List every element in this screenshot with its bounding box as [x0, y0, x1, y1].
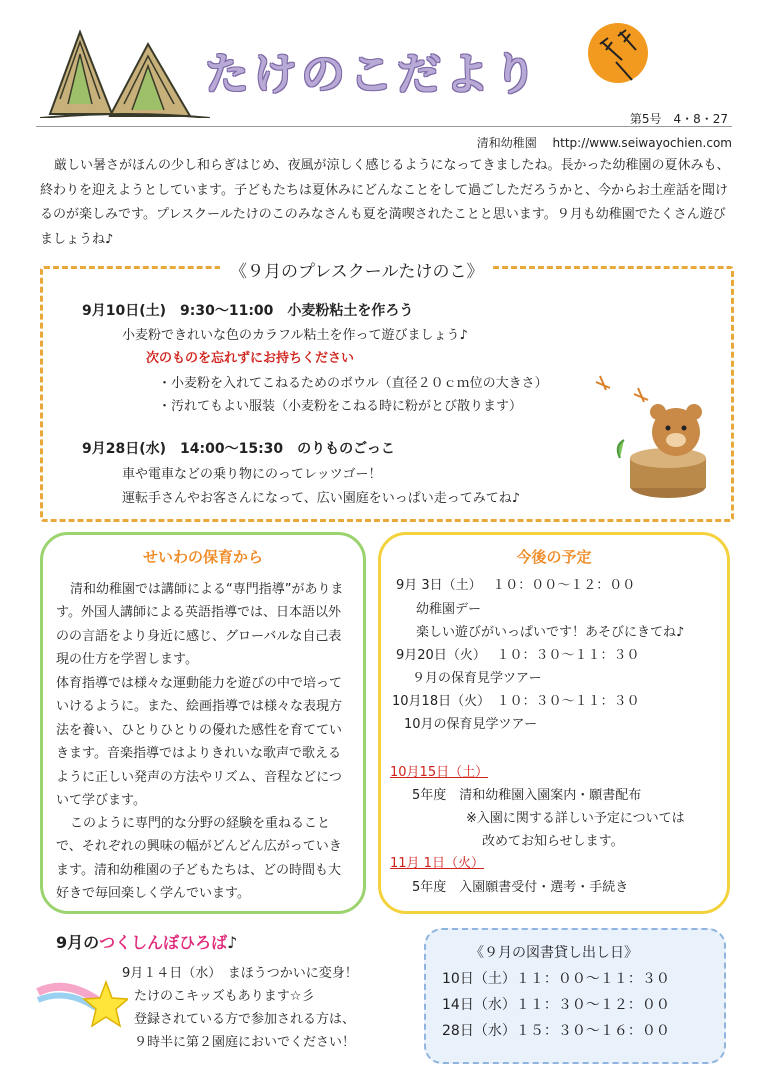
bamboo-shoot-illustration	[40, 14, 210, 118]
schedule-date: 9月20日（火） １０：３０～１１：３０	[396, 648, 640, 663]
library-date: 28日（水）１５：３０～１６：００	[442, 1023, 670, 1039]
schedule-date: 11月 1日（火）	[390, 856, 484, 871]
schedule-date: 10月15日（土）	[390, 765, 489, 780]
shooting-star-icon	[36, 972, 128, 1034]
hiroba-title-note: ♪	[227, 933, 238, 952]
schedule-note: ※入園に関する詳しい予定については	[466, 811, 685, 826]
schedule-note: 改めてお知らせします。	[482, 834, 624, 849]
seiwa-paragraph: このように専門的な分野の経験を重ねることで、それぞれの興味の幅がどんどん広がっていきます。清和幼稚園の子どもたちは、どの時間も大好きで毎回楽しく学んでいます。	[56, 816, 342, 902]
school-name-url: 清和幼稚園 http://www.seiwayochien.com	[476, 136, 732, 150]
seiwa-paragraph: 体育指導では様々な運動能力を遊びの中で培っていけるように。また、絵画指導では様々な表現方法を養い、ひとりひとりの優れた感性を育てていきます。音楽指導ではよりきれいな歌声で歌えるように正しい発声の方法やリズム、音程などについて学びます。	[56, 676, 343, 809]
bear-stump-illustration	[590, 362, 730, 504]
issue-number: 第5号 4・8・27	[629, 112, 728, 126]
event2-line: 運転手さんやお客さんになって、広い園庭をいっぱい走ってみてね♪	[122, 491, 521, 506]
newsletter-title: たけのこだより	[205, 49, 541, 100]
hiroba-line: たけのこキッズもあります☆彡	[134, 989, 315, 1004]
library-title: 《９月の図書貸し出し日》	[470, 945, 638, 961]
schedule-date: 9月 3日（土） １０：００～１２：００	[396, 578, 636, 593]
schedule-note: 楽しい遊びがいっぱいです！あそびにきてね♪	[416, 625, 685, 640]
hiroba-title-month: 9月の	[56, 933, 100, 952]
header-divider	[36, 126, 732, 127]
event1-bring-notice: 次のものを忘れずにお持ちください	[146, 351, 355, 366]
hiroba-title-name: つくしんぼひろば	[99, 933, 228, 952]
event2-heading: 9月28日(水) 14:00～15:30 のりものごっこ	[82, 441, 395, 457]
event1-item: ・汚れてもよい服装（小麦粉をこねる時に粉がとび散ります）	[158, 399, 523, 414]
intro-paragraph: 厳しい暑さがほんの少し和らぎはじめ、夜風が涼しく感じるようになってきましたね。長かった幼稚園の夏休みも、終わりを迎えようとしています。子どもたちは夏休みにどんなことをして過ごしただろうかと、今からお土産話を聞けるのが楽しみです。プレスクールたけのこのみなさんも夏を満喫されたことと思います。９月も幼稚園でたくさん遊びましょうね♪	[40, 158, 730, 247]
schedule-event: ９月の保育見学ツアー	[412, 671, 542, 686]
library-date: 10日（土）１１：００～１１：３０	[442, 971, 670, 987]
hiroba-line: ９時半に第２園庭においでください！	[134, 1035, 356, 1050]
preschool-title: 《９月のプレスクールたけのこ》	[220, 257, 493, 282]
event2-line: 車や電車などの乗り物にのってレッツゴー！	[122, 467, 382, 482]
event1-description: 小麦粉できれいな色のカラフル粘土を作って遊びましょう♪	[122, 328, 468, 343]
event1-item: ・小麦粉を入れてこねるためのボウル（直径２０ｃｍ位の大きさ）	[158, 376, 548, 391]
moon-dragonfly-icon	[582, 20, 654, 86]
seiwa-paragraph: 清和幼稚園では講師による“専門指導”があります。外国人講師による英語指導では、日本語以外のの言語をより身近に感じ、グローバルな自己表現の仕方を学習します。	[56, 582, 344, 668]
hiroba-line: 登録されている方で参加される方は、	[134, 1012, 356, 1027]
library-date: 14日（水）１１：３０～１２：００	[442, 997, 670, 1013]
schedule-date: 10月18日（火） １０：３０～１１：３０	[392, 694, 640, 709]
hiroba-title	[56, 930, 237, 953]
seiwa-title: せいわの保育から	[142, 548, 263, 566]
schedule-title: 今後の予定	[516, 548, 592, 566]
schedule-event: 幼稚園デー	[416, 602, 482, 617]
event1-heading: 9月10日(土) 9:30～11:00 小麦粉粘土を作ろう	[82, 303, 414, 319]
hiroba-event: 9月１４日（水） まほうつかいに変身！	[122, 966, 358, 981]
schedule-event: 10月の保育見学ツアー	[404, 717, 538, 732]
schedule-event: 5年度 清和幼稚園入園案内・願書配布	[412, 788, 642, 803]
schedule-event: 5年度 入園願書受付・選考・手続き	[412, 880, 629, 895]
